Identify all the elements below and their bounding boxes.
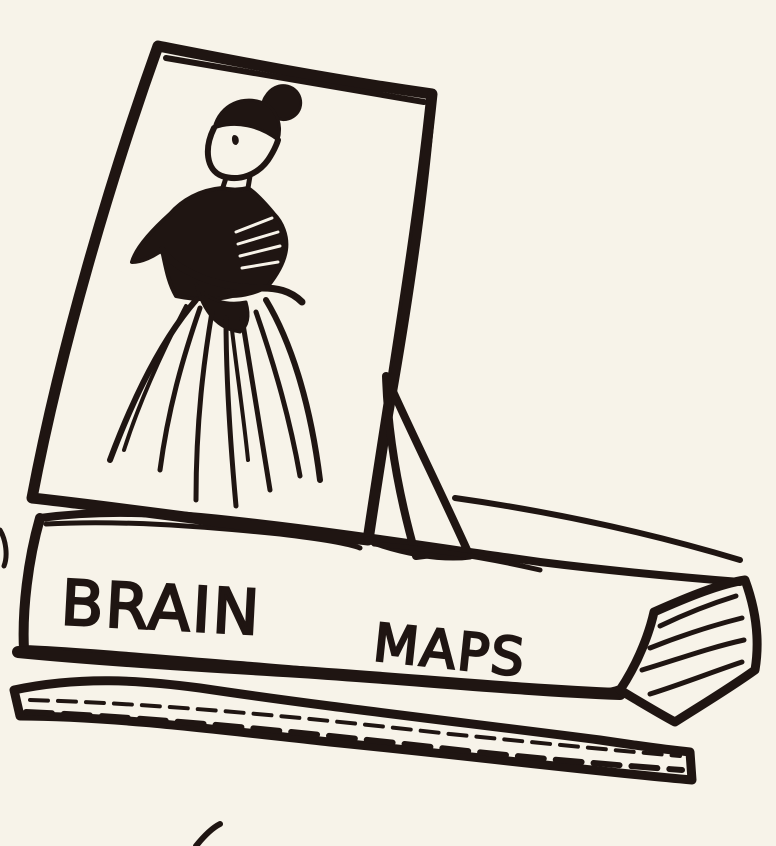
figure-skirt-pleat-1 (160, 308, 200, 470)
figure-hair (214, 100, 280, 140)
figure-eye (233, 136, 238, 144)
figure-face (208, 128, 278, 178)
woman-figure (110, 86, 320, 506)
picture-frame (32, 46, 540, 570)
book-pages-block (620, 580, 757, 722)
figure-skirt (110, 300, 320, 480)
left-edge-mark (0, 530, 6, 566)
book-title-word2: MAPS (370, 613, 529, 689)
stray-mark (196, 824, 220, 846)
frame-easel-leg (386, 376, 468, 556)
book (14, 498, 757, 780)
figure-skirt-pleat-2 (196, 312, 212, 500)
book-spine-bottom (18, 652, 620, 694)
book-title-word1: BRAIN (59, 566, 263, 650)
book-top-cover-edge (455, 498, 740, 560)
